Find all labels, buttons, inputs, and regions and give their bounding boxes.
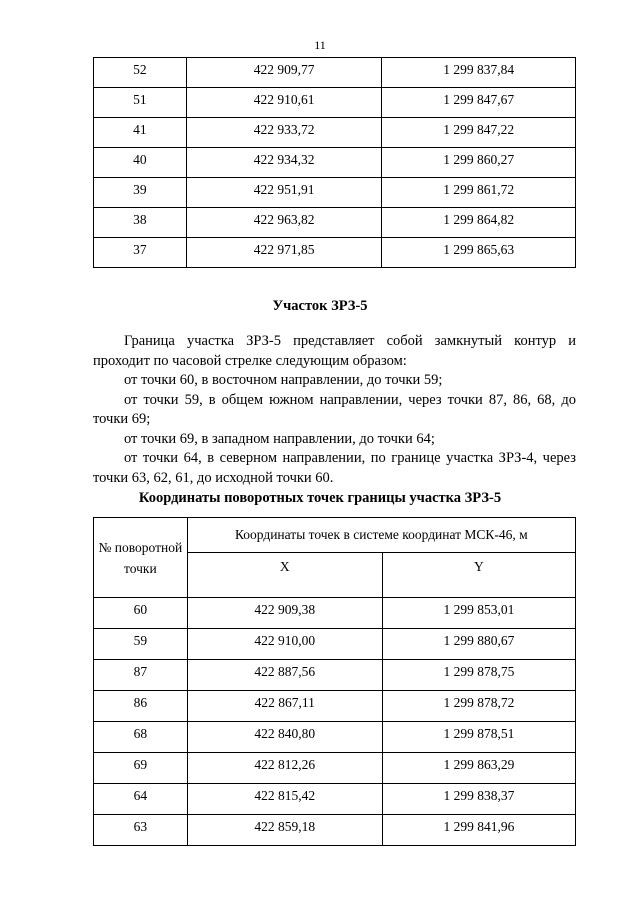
table-row [94,58,576,88]
y-coordinate-cell: 1 299 861,72 [382,178,576,208]
y-coordinate-cell: 1 299 853,01 [382,598,575,629]
point-number-cell: 63 [94,815,188,846]
point-number-cell: 41 [94,118,187,148]
x-header: X [187,553,382,598]
coordinates-table-title: Координаты поворотных точек границы участка ЗРЗ-5 [138,490,502,506]
point-number-cell: 68 [94,722,188,753]
point-number-cell: 86 [94,691,188,722]
description-paragraph: от точки 64, в северном направлении, по границе участка ЗРЗ-4, через точки 63, 62, 61, до исходной точки 60. [93,450,576,486]
table-row [94,660,576,691]
table-row [94,629,576,660]
x-coordinate-cell: 422 971,85 [186,238,382,268]
y-coordinate-cell: 1 299 864,82 [382,208,576,238]
x-coordinate-cell: 422 934,32 [186,148,382,178]
x-coordinate-cell: 422 933,72 [186,118,382,148]
y-header: Y [382,553,575,598]
section-title: Участок ЗРЗ-5 [272,298,368,314]
y-coordinate-cell: 1 299 878,51 [382,722,575,753]
x-coordinate-cell: 422 867,11 [187,691,382,722]
table-row [94,238,576,268]
table-row [94,815,576,846]
page-number: 11 [314,38,326,52]
coordinate-system-header: Координаты точек в системе координат МСК-46, м [187,518,575,553]
table-row [94,88,576,118]
point-number-cell: 39 [94,178,187,208]
x-coordinate-cell: 422 963,82 [186,208,382,238]
x-coordinate-cell: 422 815,42 [187,784,382,815]
point-number-cell: 51 [94,88,187,118]
y-coordinate-cell: 1 299 847,22 [382,118,576,148]
point-number-cell: 37 [94,238,187,268]
table-row [94,784,576,815]
y-coordinate-cell: 1 299 838,37 [382,784,575,815]
x-coordinate-cell: 422 840,80 [187,722,382,753]
x-coordinate-cell: 422 812,26 [187,753,382,784]
table-row [94,208,576,238]
x-coordinate-cell: 422 951,91 [186,178,382,208]
x-coordinate-cell: 422 859,18 [187,815,382,846]
description-paragraph: от точки 60, в восточном направлении, до точки 59; [124,372,443,388]
point-number-cell: 52 [94,58,187,88]
table-row [94,598,576,629]
point-number-header: № поворотной точки [94,518,188,598]
y-coordinate-cell: 1 299 878,75 [382,660,575,691]
y-coordinate-cell: 1 299 863,29 [382,753,575,784]
y-coordinate-cell: 1 299 860,27 [382,148,576,178]
y-coordinate-cell: 1 299 841,96 [382,815,575,846]
y-coordinate-cell: 1 299 865,63 [382,238,576,268]
x-coordinate-cell: 422 887,56 [187,660,382,691]
table-row [94,722,576,753]
point-number-cell: 59 [94,629,188,660]
x-coordinate-cell: 422 910,61 [186,88,382,118]
x-coordinate-cell: 422 910,00 [187,629,382,660]
description-paragraph: от точки 59, в общем южном направлении, через точки 87, 86, 68, до точки 69; [93,391,576,427]
coordinates-table-bottom [93,517,576,846]
y-coordinate-cell: 1 299 880,67 [382,629,575,660]
table-row [94,148,576,178]
boundary-description [93,332,576,488]
point-number-cell: 40 [94,148,187,178]
point-number-cell: 38 [94,208,187,238]
x-coordinate-cell: 422 909,77 [186,58,382,88]
y-coordinate-cell: 1 299 847,67 [382,88,576,118]
table-row [94,753,576,784]
y-coordinate-cell: 1 299 837,84 [382,58,576,88]
point-number-cell: 64 [94,784,188,815]
y-coordinate-cell: 1 299 878,72 [382,691,575,722]
table-header-row [94,518,576,553]
description-paragraph: от точки 69, в западном направлении, до точки 64; [124,430,435,447]
x-coordinate-cell: 422 909,38 [187,598,382,629]
description-paragraph: Граница участка ЗРЗ-5 представляет собой замкнутый контур и проходит по часовой стрелке следующим образом: [93,333,576,369]
table-row [94,118,576,148]
table-row [94,178,576,208]
point-number-cell: 60 [94,598,188,629]
table-row [94,691,576,722]
point-number-cell: 87 [94,660,188,691]
point-number-cell: 69 [94,753,188,784]
coordinates-table-top [93,57,576,268]
